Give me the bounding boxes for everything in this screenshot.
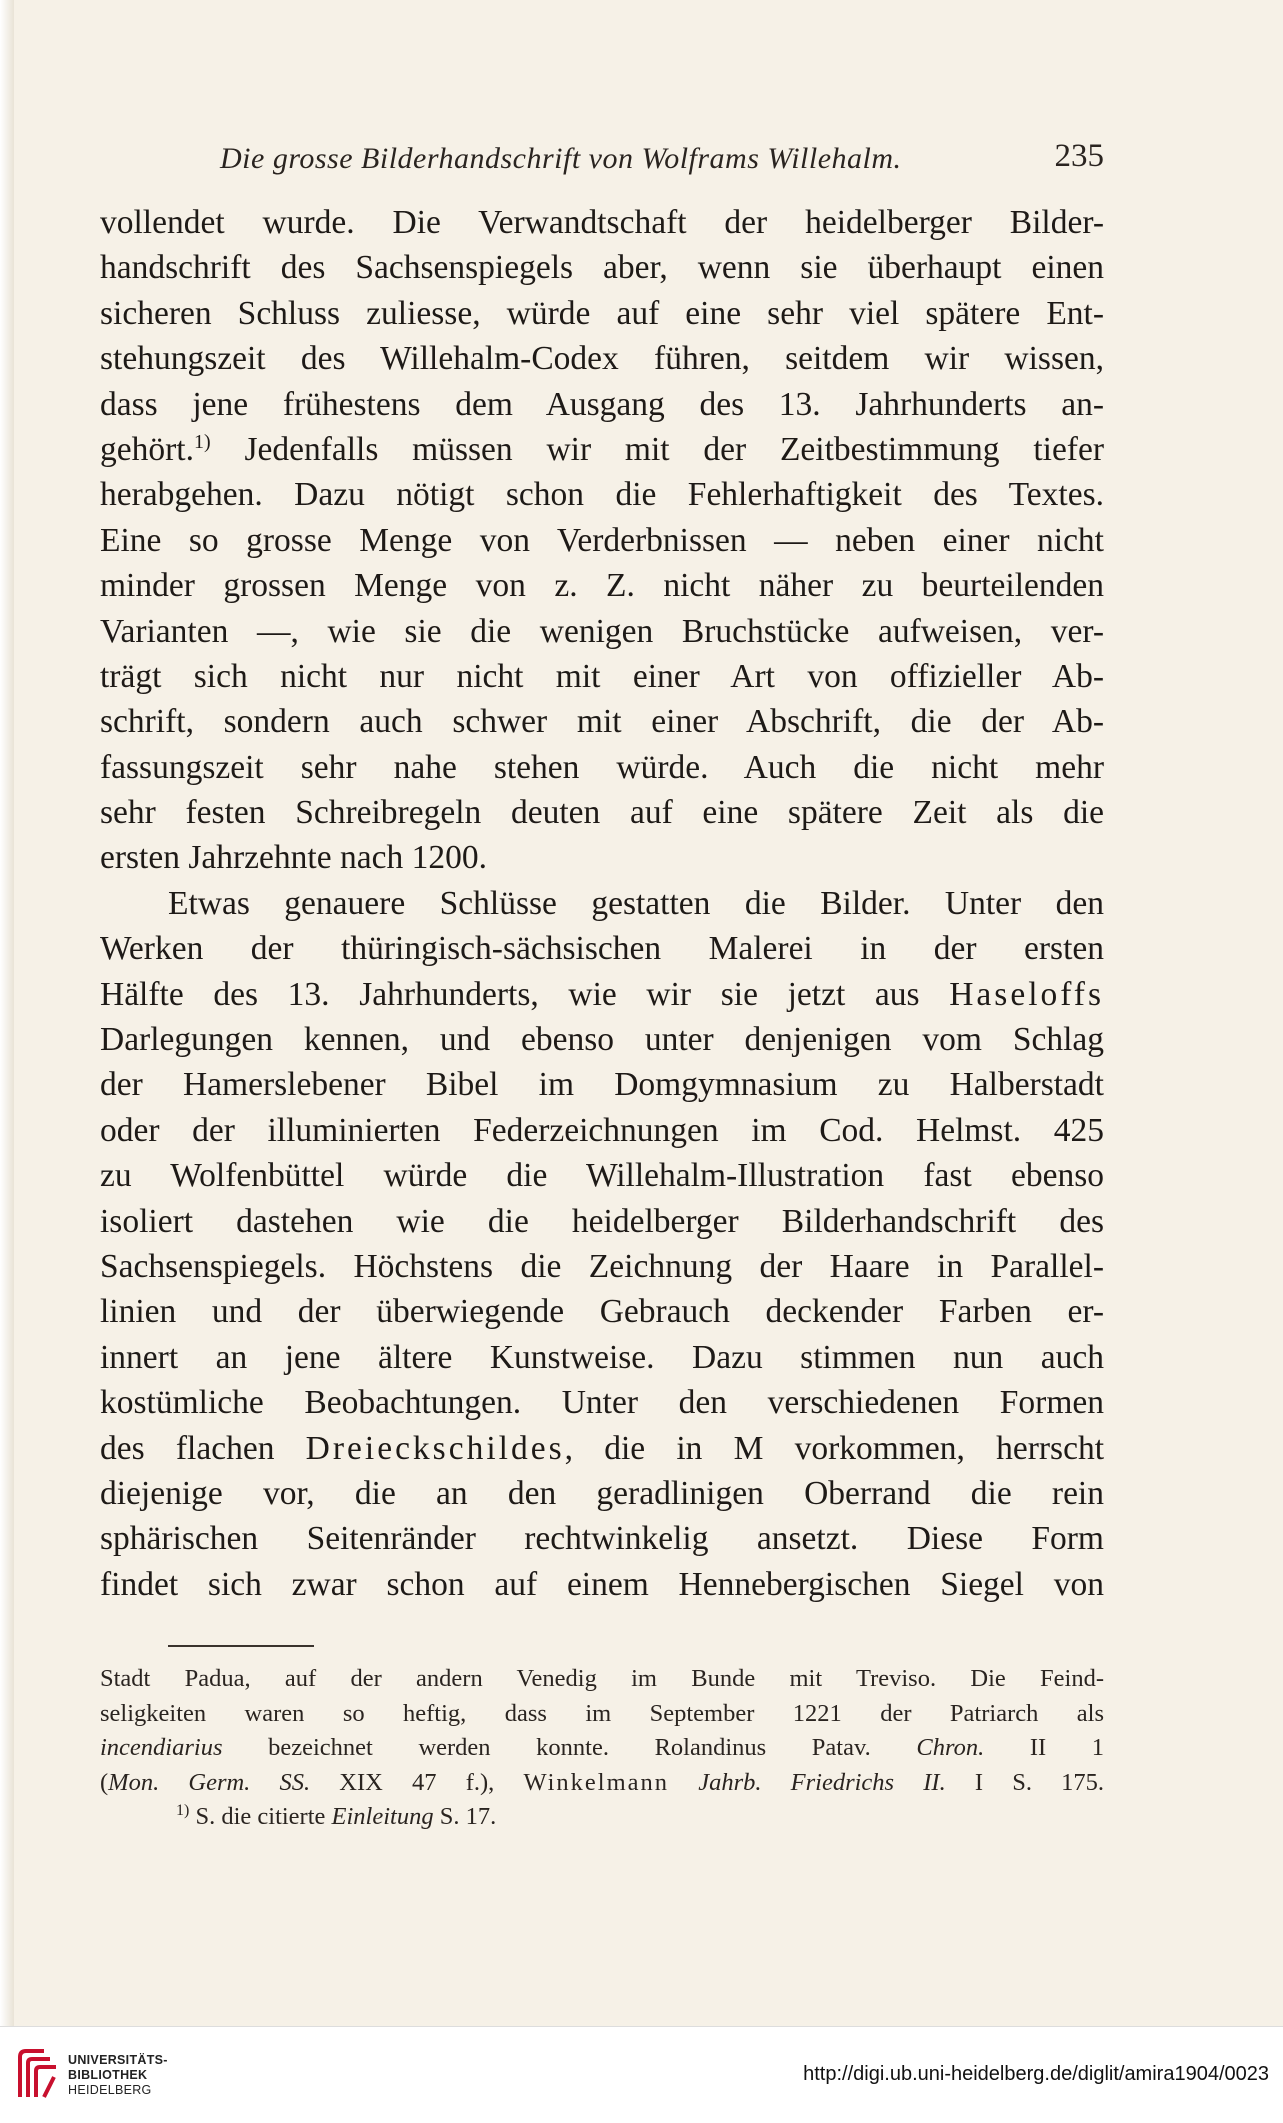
text-fragment: II 1 bbox=[1029, 1734, 1104, 1762]
text-line: Varianten —, wie sie die wenigen Bruchstücke aufweisen, ver- bbox=[100, 612, 1104, 650]
spaced-name: Winkelmann bbox=[523, 1768, 670, 1796]
library-name bbox=[68, 2053, 168, 2098]
text-fragment: S. 17. bbox=[439, 1803, 497, 1831]
text-line: sphärischen Seitenränder rechtwinkelig ansetzt. Diese Form bbox=[100, 1520, 1104, 1558]
text-line bbox=[100, 972, 1104, 1017]
text-fragment: Hälfte des 13. Jahrhunderts, wie wir sie jetzt aus bbox=[100, 975, 920, 1013]
text-line: fassungszeit sehr nahe stehen würde. Auch die nicht mehr bbox=[100, 748, 1104, 786]
text-line: innert an jene ältere Kunstweise. Dazu stimmen nun auch bbox=[100, 1338, 1104, 1376]
text-line: Sachsenspiegels. Höchstens die Zeichnung der Haare in Parallel- bbox=[100, 1247, 1104, 1285]
text-line: Eine so grosse Menge von Verderbnissen — neben einer nicht bbox=[100, 521, 1104, 559]
text-line: findet sich zwar schon auf einem Hennebergischen Siegel von bbox=[100, 1565, 1104, 1603]
text-line bbox=[100, 1426, 1104, 1471]
footer-bar bbox=[0, 2026, 1283, 2123]
footnote-line: Stadt Padua, auf der andern Venedig im Bunde mit Treviso. Die Feind- bbox=[100, 1665, 1104, 1692]
spaced-term: Dreieckschildes bbox=[305, 1429, 565, 1467]
text-fragment: , die in M vorkommen, herrscht bbox=[564, 1429, 1104, 1467]
text-fragment: bezeichnet werden konnte. Rolandinus Patav. bbox=[268, 1734, 871, 1762]
text-line: vollendet wurde. Die Verwandtschaft der heidelberger Bilder- bbox=[100, 204, 1104, 241]
text-line: dass jene frühestens dem Ausgang des 13. Jahrhunderts an- bbox=[100, 385, 1104, 423]
italic-term: incendiarius bbox=[100, 1734, 223, 1762]
text-fragment: I S. 175. bbox=[974, 1768, 1104, 1796]
running-title: Die grosse Bilderhandschrift von Wolframs Willehalm. bbox=[220, 142, 902, 175]
text-line: herabgehen. Dazu nötigt schon die Fehlerhaftigkeit des Textes. bbox=[100, 476, 1104, 514]
footnote-line bbox=[100, 1766, 1104, 1801]
footnote-line bbox=[100, 1800, 1104, 1835]
text-line: oder der illuminierten Federzeichnungen im Cod. Helmst. 425 bbox=[100, 1111, 1104, 1149]
italic-term: Jahrb. Friedrichs II. bbox=[698, 1768, 946, 1796]
text-fragment: Jedenfalls müssen wir mit der Zeitbestimmung tiefer bbox=[244, 430, 1104, 468]
text-fragment: S. die citierte bbox=[195, 1803, 326, 1831]
text-line: zu Wolfenbüttel würde die Willehalm-Illustration fast ebenso bbox=[100, 1157, 1104, 1195]
text-fragment: ( bbox=[100, 1768, 109, 1796]
text-line bbox=[100, 427, 1104, 472]
library-logo-icon bbox=[14, 2047, 60, 2103]
text-line: handschrift des Sachsenspiegels aber, wenn sie überhaupt einen bbox=[100, 249, 1104, 287]
library-name-line: BIBLIOTHEK bbox=[68, 2068, 148, 2082]
source-url-link[interactable]: http://digi.ub.uni-heidelberg.de/diglit/amira1904/0023 bbox=[803, 2063, 1269, 2085]
text-line: sehr festen Schreibregeln deuten auf eine spätere Zeit als die bbox=[100, 794, 1104, 832]
text-line: trägt sich nicht nur nicht mit einer Art von offizieller Ab- bbox=[100, 657, 1104, 695]
text-line: sicheren Schluss zuliesse, würde auf eine sehr viel spätere Ent- bbox=[100, 294, 1104, 332]
library-name-line: HEIDELBERG bbox=[68, 2083, 152, 2097]
spaced-name: Haseloffs bbox=[949, 975, 1104, 1013]
page-header bbox=[100, 138, 1104, 182]
footnote-separator bbox=[168, 1645, 314, 1647]
footnote-marker: 1) bbox=[193, 430, 211, 453]
text-line: Darlegungen kennen, und ebenso unter denjenigen vom Schlag bbox=[100, 1021, 1104, 1059]
text-fragment: des flachen bbox=[100, 1429, 275, 1467]
library-name-line: UNIVERSITÄTS- bbox=[68, 2053, 168, 2067]
text-line: ersten Jahrzehnte nach 1200. bbox=[100, 839, 487, 877]
page-number: 235 bbox=[1054, 138, 1104, 174]
text-line: isoliert dastehen wie die heidelberger Bilderhandschrift des bbox=[100, 1202, 1104, 1240]
text-line: minder grossen Menge von z. Z. nicht näher zu beurteilenden bbox=[100, 567, 1104, 605]
body-text bbox=[100, 200, 1104, 1607]
text-fragment: XIX 47 f.), bbox=[339, 1768, 495, 1796]
text-line: stehungszeit des Willehalm-Codex führen, seitdem wir wissen, bbox=[100, 340, 1104, 378]
text-line: schrift, sondern auch schwer mit einer Abschrift, die der Ab- bbox=[100, 703, 1104, 741]
text-fragment: gehört. bbox=[100, 430, 194, 468]
italic-term: Chron. bbox=[916, 1734, 985, 1762]
italic-term: Mon. Germ. SS. bbox=[108, 1768, 311, 1796]
text-line: kostümliche Beobachtungen. Unter den verschiedenen Formen bbox=[100, 1384, 1104, 1422]
footnote-line: seligkeiten waren so heftig, dass im September 1221 der Patriarch als bbox=[100, 1699, 1104, 1727]
text-line: diejenige vor, die an den geradlinigen Oberrand die rein bbox=[100, 1474, 1104, 1512]
footnotes bbox=[100, 1662, 1104, 1835]
text-line: Etwas genauere Schlüsse gestatten die Bilder. Unter den bbox=[168, 884, 1104, 922]
text-line: linien und der überwiegende Gebrauch deckender Farben er- bbox=[100, 1293, 1104, 1331]
text-line: Werken der thüringisch-sächsischen Malerei in der ersten bbox=[100, 930, 1104, 968]
footnote-number: 1) bbox=[176, 1802, 190, 1820]
page-edge bbox=[0, 0, 14, 2026]
text-line: der Hamerslebener Bibel im Domgymnasium zu Halberstadt bbox=[100, 1066, 1104, 1104]
italic-term: Einleitung bbox=[331, 1803, 434, 1831]
footnote-line bbox=[100, 1731, 1104, 1766]
